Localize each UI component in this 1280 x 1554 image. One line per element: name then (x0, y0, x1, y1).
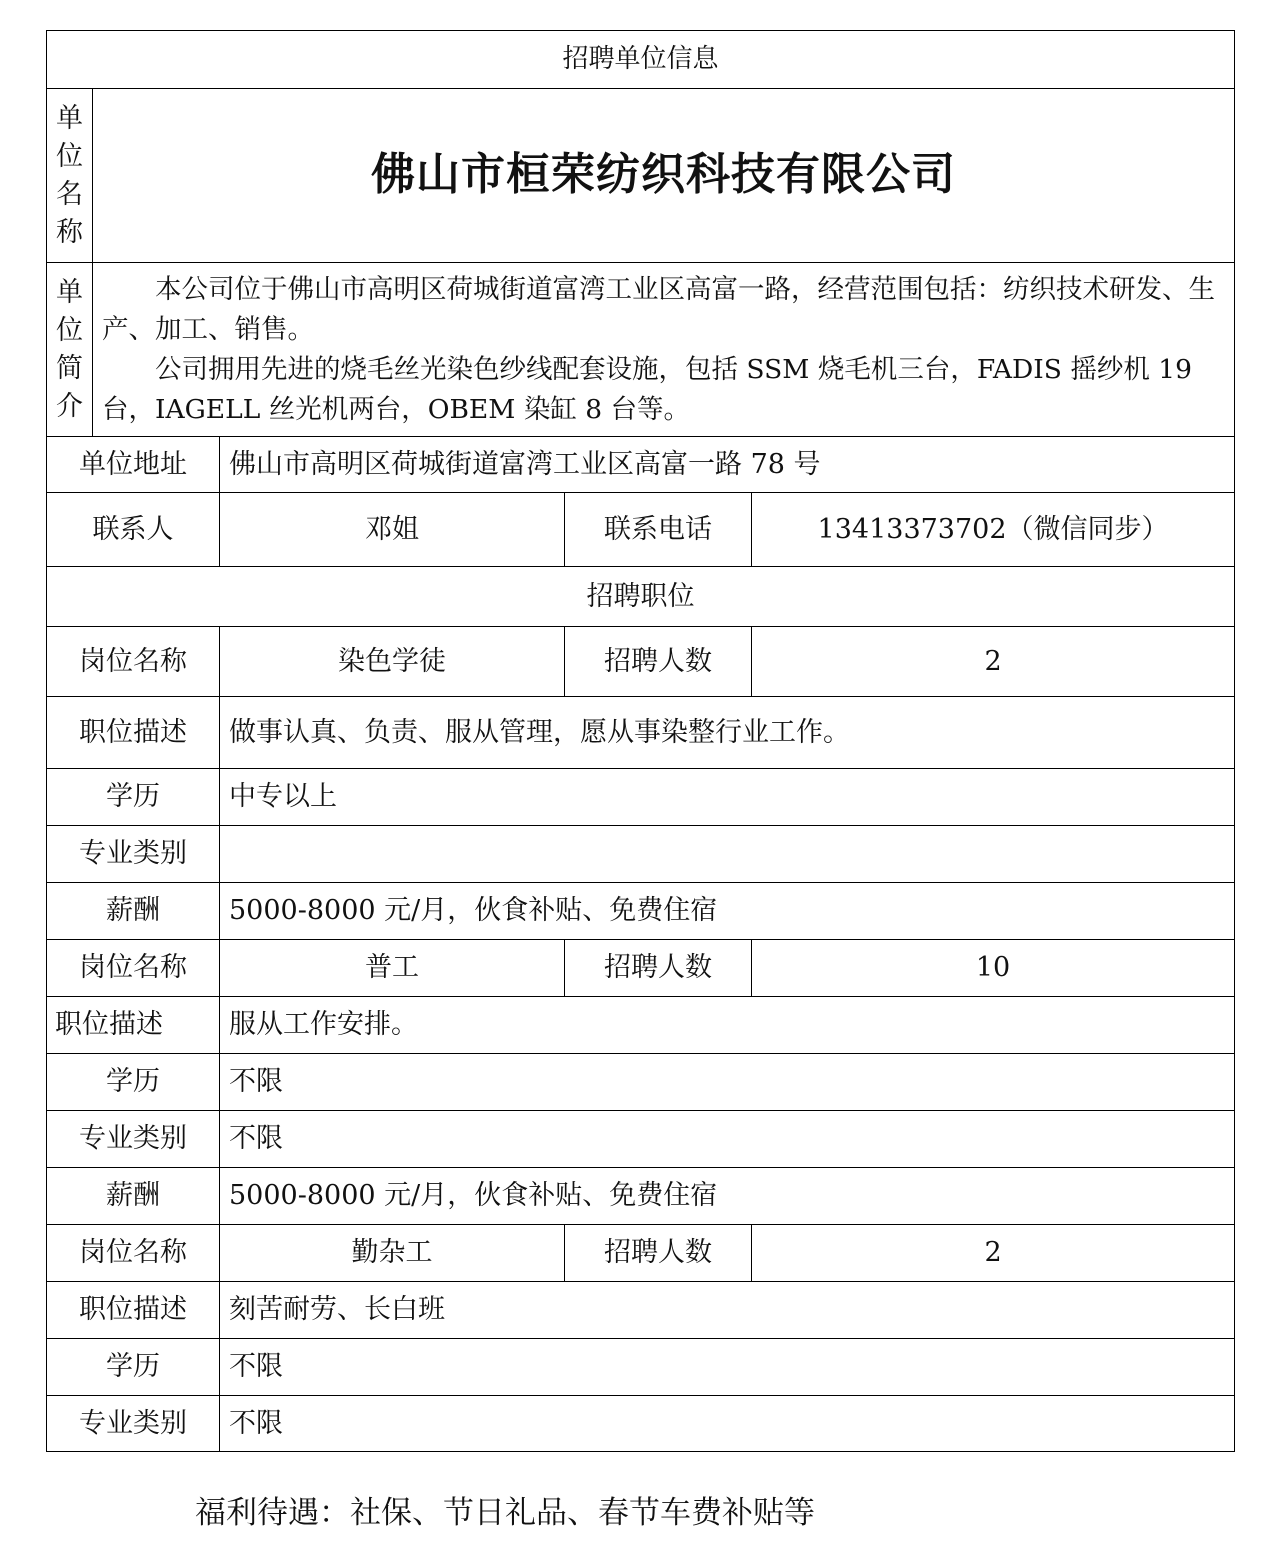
salary-label: 薪酬 (47, 883, 220, 940)
education-value: 不限 (220, 1339, 1235, 1396)
position-name: 勤杂工 (220, 1225, 565, 1282)
contact-label: 联系人 (47, 493, 220, 567)
contact-row (47, 493, 1235, 567)
salary-row (47, 1168, 1235, 1225)
description-row (47, 997, 1235, 1054)
position-count-label: 招聘人数 (565, 1225, 752, 1282)
position-count-label: 招聘人数 (565, 940, 752, 997)
header-row (47, 31, 1235, 89)
positions-header-row (47, 567, 1235, 627)
education-label: 学历 (47, 769, 220, 826)
description-row (47, 697, 1235, 769)
major-value (220, 826, 1235, 883)
major-value: 不限 (220, 1396, 1235, 1452)
phone-value: 13413373702（微信同步） (752, 493, 1235, 567)
company-intro-label: 单位简介 (47, 263, 93, 437)
welfare-note: 福利待遇：社保、节日礼品、春节车费补贴等 (195, 1495, 815, 1531)
salary-label: 薪酬 (47, 1168, 220, 1225)
position-count-label: 招聘人数 (565, 627, 752, 697)
position-row (47, 940, 1235, 997)
position-count: 10 (752, 940, 1235, 997)
company-intro-paragraph-2: 公司拥用先进的烧毛丝光染色纱线配套设施，包括 SSM 烧毛机三台，FADIS 摇纱机 19 台，IAGELL 丝光机两台，OBEM 染缸 8 台等。 (102, 353, 1192, 425)
description-row (47, 1282, 1235, 1339)
phone-label: 联系电话 (565, 493, 752, 567)
description-value: 刻苦耐劳、长白班 (220, 1282, 1235, 1339)
position-name: 染色学徒 (220, 627, 565, 697)
education-value: 不限 (220, 1054, 1235, 1111)
education-value: 中专以上 (220, 769, 1235, 826)
positions-header: 招聘职位 (47, 567, 1235, 627)
salary-row (47, 883, 1235, 940)
education-label: 学历 (47, 1339, 220, 1396)
major-row (47, 1396, 1235, 1452)
address-row (47, 437, 1235, 493)
company-intro-paragraph-1: 本公司位于佛山市高明区荷城街道富湾工业区高富一路，经营范围包括：纺织技术研发、生产、加工、销售。 (102, 273, 1215, 345)
salary-value: 5000-8000 元/月，伙食补贴、免费住宿 (220, 1168, 1235, 1225)
position-name-label: 岗位名称 (47, 627, 220, 697)
major-label: 专业类别 (47, 826, 220, 883)
education-row (47, 769, 1235, 826)
address-label: 单位地址 (47, 437, 220, 493)
address-value: 佛山市高明区荷城街道富湾工业区高富一路 78 号 (220, 437, 1235, 493)
position-name-label: 岗位名称 (47, 1225, 220, 1282)
company-intro (93, 263, 1235, 437)
position-row (47, 627, 1235, 697)
contact-value: 邓姐 (220, 493, 565, 567)
major-label: 专业类别 (47, 1111, 220, 1168)
position-name-label: 岗位名称 (47, 940, 220, 997)
company-intro-row (47, 263, 1235, 437)
position-row (47, 1225, 1235, 1282)
major-value: 不限 (220, 1111, 1235, 1168)
description-value: 做事认真、负责、服从管理，愿从事染整行业工作。 (220, 697, 1235, 769)
salary-value: 5000-8000 元/月，伙食补贴、免费住宿 (220, 883, 1235, 940)
description-value: 服从工作安排。 (220, 997, 1235, 1054)
education-row (47, 1339, 1235, 1396)
position-count: 2 (752, 1225, 1235, 1282)
position-count: 2 (752, 627, 1235, 697)
education-row (47, 1054, 1235, 1111)
major-label: 专业类别 (47, 1396, 220, 1452)
description-label: 职位描述 (47, 697, 220, 769)
major-row (47, 1111, 1235, 1168)
education-label: 学历 (47, 1054, 220, 1111)
company-name: 佛山市桓荣纺织科技有限公司 (93, 89, 1235, 263)
company-name-row (47, 89, 1235, 263)
company-name-label: 单位名称 (47, 89, 93, 263)
table-title: 招聘单位信息 (47, 31, 1235, 89)
description-label: 职位描述 (47, 1282, 220, 1339)
position-name: 普工 (220, 940, 565, 997)
major-row (47, 826, 1235, 883)
recruitment-table (46, 30, 1235, 1452)
description-label: 职位描述 (47, 997, 220, 1054)
